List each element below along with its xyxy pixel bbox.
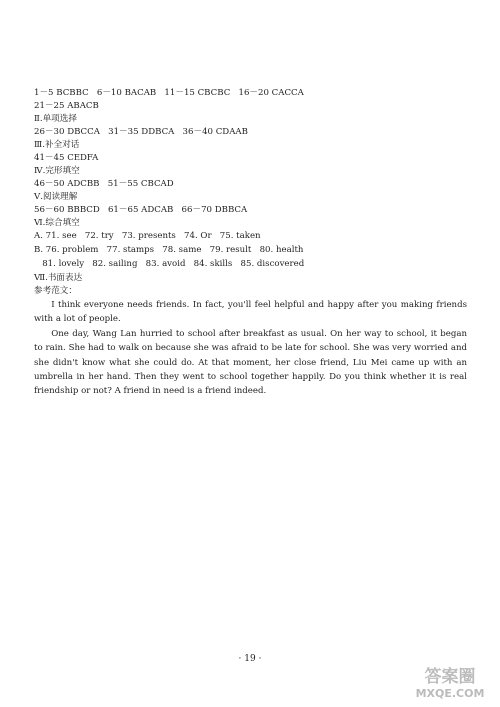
section-heading-6: Ⅵ.综合填空 xyxy=(34,218,80,228)
essay-paragraph-1: I think everyone needs friends. In fact, you'll feel helpful and happy after you making friends with a lot of people. xyxy=(34,300,467,325)
section-heading-2: Ⅱ.单项选择 xyxy=(34,114,77,124)
answer-line-1: 1－5 BCBBC 6－10 BACAB 11－15 CBCBC 16－20 CACCA xyxy=(34,88,304,98)
section-heading-4: Ⅳ.完形填空 xyxy=(34,166,80,176)
answer-line-2: 21－25 ABACB xyxy=(34,101,99,111)
answer-line-10: 56－60 BBBCD 61－65 ADCAB 66－70 DBBCA xyxy=(34,205,248,215)
section-heading-7: Ⅶ.书面表达 xyxy=(34,273,83,283)
answer-line-4: 26－30 DBCCA 31－35 DDBCA 36－40 CDAAB xyxy=(34,127,248,137)
answer-line-13: B. 76. problem 77. stamps 78. same 79. result 80. health xyxy=(34,245,304,255)
watermark-line-2: MXQE.COM xyxy=(415,687,485,700)
section-heading-3: Ⅲ.补全对话 xyxy=(34,140,80,150)
page-number: · 19 · xyxy=(238,654,262,664)
section-heading-5: Ⅴ.阅读理解 xyxy=(34,192,78,202)
answer-line-12: A. 71. see 72. try 73. presents 74. Or 75. taken xyxy=(34,231,261,241)
sample-essay xyxy=(34,298,467,399)
answer-line-14: 81. lovely 82. sailing 83. avoid 84. skills 85. discovered xyxy=(34,259,305,269)
answer-line-8: 46－50 ADCBB 51－55 CBCAD xyxy=(34,179,174,189)
watermark-logo xyxy=(404,664,496,702)
sample-essay-label: 参考范文： xyxy=(34,286,77,296)
watermark-line-1: 答案圈 xyxy=(424,667,476,687)
answer-line-6: 41－45 CEDFA xyxy=(34,153,99,163)
essay-paragraph-2: One day, Wang Lan hurried to school after breakfast as usual. On her way to school, it began to rain. She had to walk on because she was afraid to be late for school. She was very worried and she didn't know what she could do. At that moment, her close friend, Liu Mei came up with an umbrella in her hand. Then they went to school together happily. Do you think whether it is real friendship or not? A friend in need is a friend indeed. xyxy=(34,328,467,397)
